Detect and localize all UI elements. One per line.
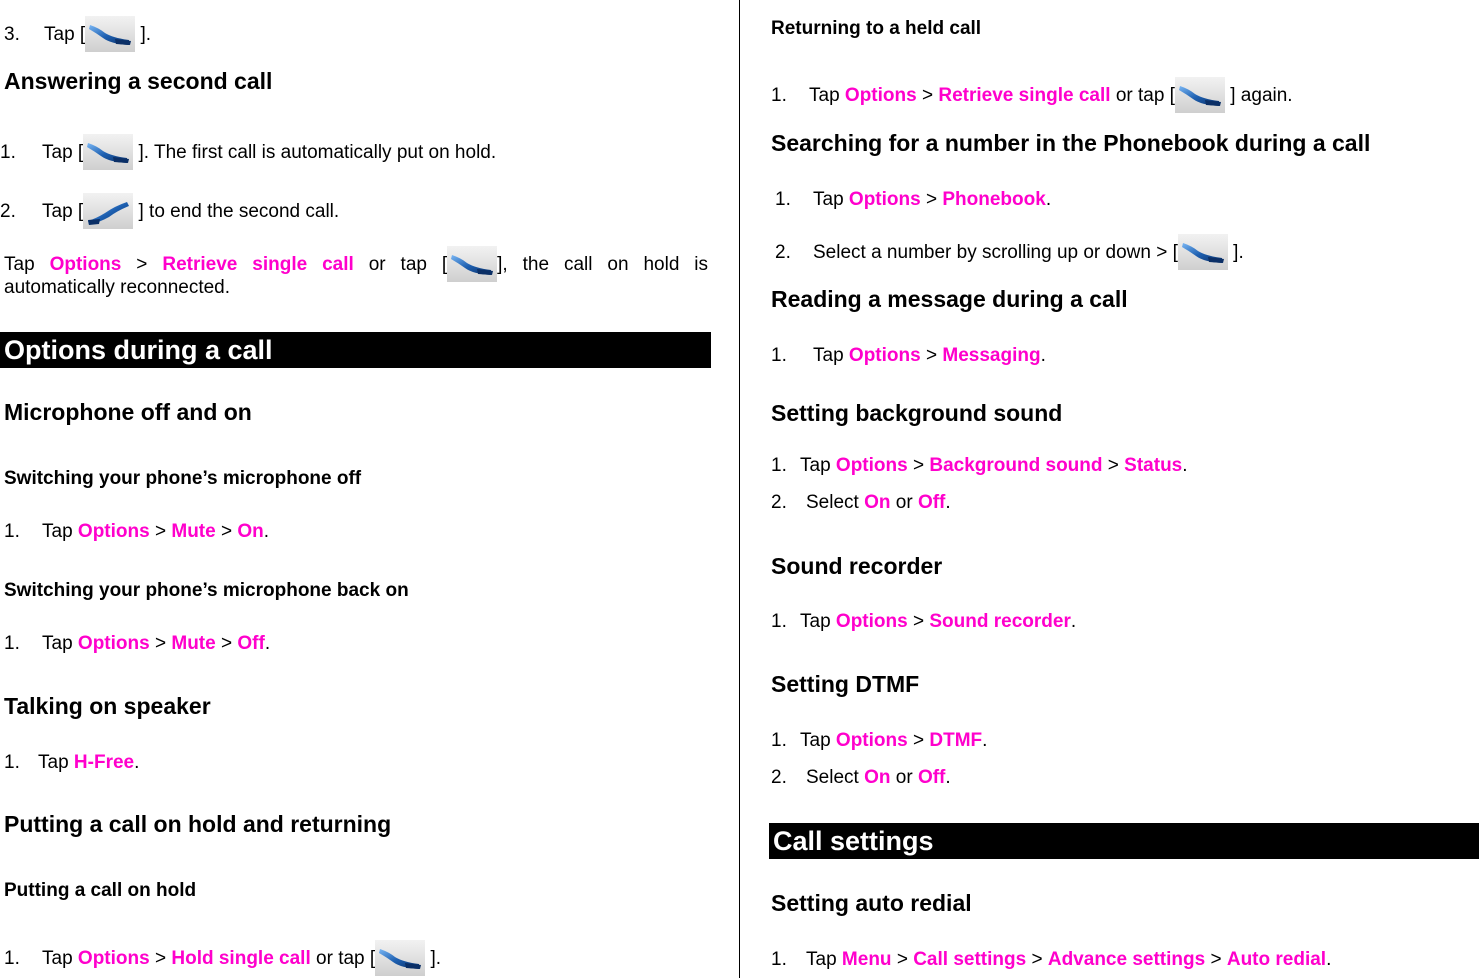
retrieve-single-call-label: Retrieve single call <box>162 254 354 275</box>
end-call-icon[interactable] <box>85 16 135 52</box>
column-divider <box>739 0 740 978</box>
step-speaker: 1. Tap H-Free. <box>4 752 140 773</box>
step-background-sound: 1. Tap Options > Background sound > Status. <box>771 455 1188 476</box>
heading-hold: Putting a call on hold and returning <box>4 811 392 837</box>
step-auto-redial: 1. Tap Menu > Call settings > Advance settings > Auto redial. <box>771 949 1332 970</box>
left-column <box>0 0 712 978</box>
call-icon[interactable] <box>83 193 133 229</box>
end-call-icon[interactable] <box>1178 234 1228 270</box>
step-mic-on: 1. Tap Options > Mute > Off. <box>4 633 271 654</box>
heading-search-phonebook: Searching for a number in the Phonebook during a call <box>771 130 1371 156</box>
step-end-second: 2. Tap [ ] to end the second call. <box>0 193 339 229</box>
right-column <box>741 0 1479 978</box>
retrieve-instruction-cont: automatically reconnected. <box>4 277 231 298</box>
heading-answering-second-call: Answering a second call <box>4 68 273 94</box>
heading-sound-recorder: Sound recorder <box>771 553 943 579</box>
step-phonebook: 1. Tap Options > Phonebook. <box>775 189 1052 210</box>
heading-read-message: Reading a message during a call <box>771 286 1128 312</box>
options-label: Options <box>49 254 122 275</box>
step-return-held: 1. Tap Options > Retrieve single call or tap [ ] again. <box>771 77 1293 113</box>
heading-speaker: Talking on speaker <box>4 693 211 719</box>
step-bg-select: 2. Select On or Off. <box>771 492 951 513</box>
step-hold: 1. Tap Options > Hold single call or tap [ ]. <box>4 940 441 976</box>
end-call-icon[interactable] <box>1175 77 1225 113</box>
step-select-number: 2. Select a number by scrolling up or down > [ ]. <box>775 234 1244 270</box>
step-dtmf: 1. Tap Options > DTMF. <box>771 730 988 751</box>
subheading-hold: Putting a call on hold <box>4 880 197 901</box>
step-sound-recorder: 1. Tap Options > Sound recorder. <box>771 611 1077 632</box>
section-band-call-settings: Call settings <box>769 823 1479 859</box>
end-call-icon[interactable] <box>375 940 425 976</box>
subheading-mic-on: Switching your phone’s microphone back on <box>4 580 409 601</box>
step-messaging: 1. Tap Options > Messaging. <box>771 345 1046 366</box>
heading-microphone: Microphone off and on <box>4 399 252 425</box>
heading-dtmf: Setting DTMF <box>771 671 920 697</box>
step-dtmf-select: 2. Select On or Off. <box>771 767 951 788</box>
step-answer-second: 1. Tap [ ]. The first call is automatically put on hold. <box>0 134 496 170</box>
section-band-options-during-call: Options during a call <box>0 332 711 368</box>
heading-auto-redial: Setting auto redial <box>771 890 972 916</box>
step-mic-off: 1. Tap Options > Mute > On. <box>4 521 270 542</box>
subheading-return-held: Returning to a held call <box>771 18 982 39</box>
heading-background-sound: Setting background sound <box>771 400 1063 426</box>
end-call-icon[interactable] <box>447 246 497 282</box>
subheading-mic-off: Switching your phone’s microphone off <box>4 468 362 489</box>
end-call-icon[interactable] <box>83 134 133 170</box>
step-tap-end-call: 3. Tap [ ]. <box>4 16 151 52</box>
retrieve-instruction: Tap Options > Retrieve single call or tap [ ], the call on hold is <box>4 246 708 282</box>
